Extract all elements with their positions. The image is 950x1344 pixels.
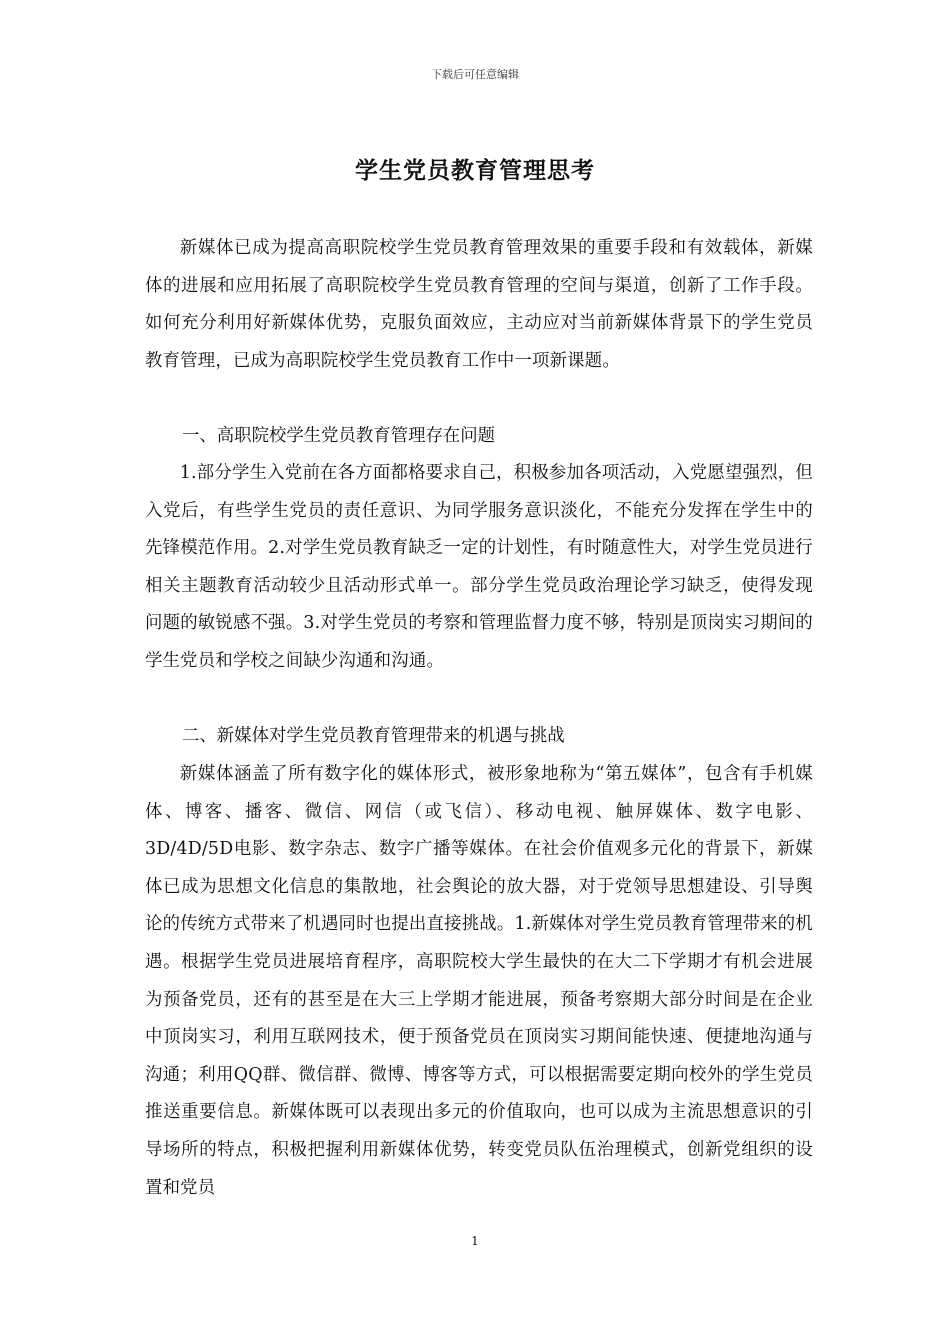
section-1-heading: 一、高职院校学生党员教育管理存在问题 — [182, 426, 496, 446]
section-1-body: 1.部分学生入党前在各方面都格要求自己，积极参加各项活动，入党愿望强烈，但入党后，有些学生党员的责任意识、为同学服务意识淡化，不能充分发挥在学生中的先锋模范作用。2.对学生党员教育缺乏一定的计划性，有时随意性大，对学生党员进行相关主题教育活动较少且活动形式单一。部分学生党员政治理论学习缺乏，使得发现问题的敏锐感不强。3.对学生党员的考察和管理监督力度不够，特别是顶岗实习期间的学生党员和学校之间缺少沟通和沟通。 — [145, 463, 813, 671]
page-number: 1 — [471, 1234, 479, 1248]
header-note: 下载后可任意编辑 — [431, 68, 519, 81]
section-2-body: 新媒体涵盖了所有数字化的媒体形式，被形象地称为“第五媒体”，包含有手机媒体、博客、播客、微信、网信（或飞信）、移动电视、触屏媒体、数字电影、3D/4D/5D电影、数字杂志、数字广播等媒体。在社会价值观多元化的背景下，新媒体已成为思想文化信息的集散地，社会舆论的放大器，对于党领导思想建设、引导舆论的传统方式带来了机遇同时也提出直接挑战。1.新媒体对学生党员教育管理带来的机遇。根据学生党员进展培育程序，高职院校大学生最快的在大二下学期才有机会进展为预备党员，还有的甚至是在大三上学期才能进展，预备考察期大部分时间是在企业中顶岗实习，利用互联网技术，便于预备党员在顶岗实习期间能快速、便捷地沟通与沟通；利用QQ群、微信群、微博、博客等方式，可以根据需要定期向校外的学生党员推送重要信息。新媒体既可以表现出多元的价值取向，也可以成为主流思想意识的引导场所的特点，积极把握利用新媒体优势，转变党员队伍治理模式，创新党组织的设置和党员 — [145, 764, 813, 1198]
document-title: 学生党员教育管理思考 — [355, 157, 595, 184]
intro-paragraph: 新媒体已成为提高高职院校学生党员教育管理效果的重要手段和有效载体，新媒体的进展和应用拓展了高职院校学生党员教育管理的空间与渠道，创新了工作手段。如何充分利用好新媒体优势，克服负面效应，主动应对当前新媒体背景下的学生党员教育管理，已成为高职院校学生党员教育工作中一项新课题。 — [145, 238, 813, 371]
section-2-heading: 二、新媒体对学生党员教育管理带来的机遇与挑战 — [182, 726, 565, 746]
